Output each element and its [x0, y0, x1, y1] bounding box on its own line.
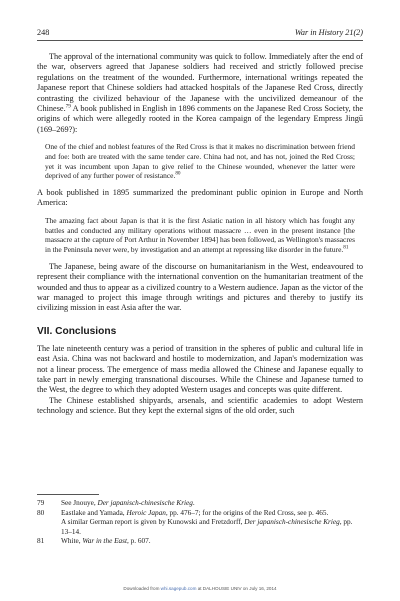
section-heading: VII. Conclusions: [37, 325, 117, 337]
footnote-rule: [37, 494, 99, 495]
footnote-81: 81 White, War in the East, p. 607.: [37, 537, 151, 546]
download-source-link[interactable]: whi.sagepub.com: [160, 586, 197, 591]
page-number: 248: [37, 28, 50, 37]
download-notice: Downloaded from whi.sagepub.com at DALHOUSIE UNIV on July 16, 2014: [123, 586, 277, 591]
footnote-number: 79: [37, 499, 45, 507]
paragraph-4: The late nineteenth century was a period of transition in the spheres of public and cultural life in east Asia. China was not backward and hostile to modernization, and Japan's modernization was not a linear process. The emergence of mass media allowed the Chinese and Japanese equally to take part in newly emerging transnational discourses. While the Chinese and Japanese turned to the West, the degree to which they adopted Western usages and concepts was quite different.: [37, 343, 363, 395]
journal-title: War in History 21(2): [294, 28, 363, 37]
paragraph-1: The approval of the international community was quick to follow. Immediately after the end of the war, observers agreed that Japanese soldiers had received and strictly followed precise regulations on the treatment of the wounded. Furthermore, international writings repeated the Japanese report that Chinese soldiers had attacked hospitals of the Japanese Red Cross, directly contrasting the civilized behaviour of the Japanese with the uncivilized demeanour of the Chinese.$^{79}$ A book published in English in 1896 comments on the Japanese Red Cross Society, the origins of which were allegedly rooted in the Korea campaign of the legendary Empress Jingū (169–269?):: [37, 52, 363, 134]
footnote-80: 80 Eastlake and Yamada, Heroic Japan, pp. 476–7; for the origins of the Red Cross, see p. 465. A similar German report is given by Kunowski and Fretzdorff, Der japanisch-chinesische Krieg, pp. 13–14.: [37, 508, 353, 536]
footnote-ref-80[interactable]: 80: [175, 170, 181, 177]
footnote-ref-79[interactable]: 79: [65, 103, 71, 110]
footnotes: [37, 499, 363, 547]
paragraph-5: The Chinese established shipyards, arsenals, and scientific academies to adopt Western technology and science. But they kept the external signs of the old order, such: [37, 395, 363, 416]
footnote-number: 81: [37, 537, 45, 546]
article-body: [37, 52, 363, 417]
block-quote-2: The amazing fact about Japan is that it is the first Asiatic nation in all history which has fought any battles and conducted any military operations without massacre … even in the present instance [the massacre at the capture of Port Arthur in November 1894] has been followed, as Wellington's massacres in the Peninsula never were, by investigation and an attempt at repressing like disorder in the future.$^{81}$: [45, 215, 355, 254]
block-quote-1: One of the chief and noblest features of the Red Cross is that it makes no discrimination between friend and foe: both are treated with the same tender care. China had not, and has not, joined the Red Cross; yet it was incumbent upon Japan to give relief to the Chinese wounded, whenever the latter were deprived of any further power of resistance.$^{80}$: [45, 142, 355, 181]
footnote-ref-81[interactable]: 81: [343, 244, 349, 251]
header-rule: [37, 40, 363, 41]
paragraph-2: A book published in 1895 summarized the predominant public opinion in Europe and North America:: [37, 188, 363, 208]
footnote-79: 79 See Jnouye, Der japanisch-chinesische Krieg.: [37, 499, 195, 507]
running-header: [37, 27, 363, 39]
footnote-number: 80: [37, 508, 45, 517]
paragraph-3: The Japanese, being aware of the discourse on humanitarianism in the West, endeavoured to represent their compliance with the international convention on the humanitarian treatment of the wounded and thus to appear as a civilized country to a Western audience. Japan as the victor of the war managed to project this image through writings and pictures and thereby to justify its civilizing mission in east Asia after the war.: [37, 261, 363, 313]
